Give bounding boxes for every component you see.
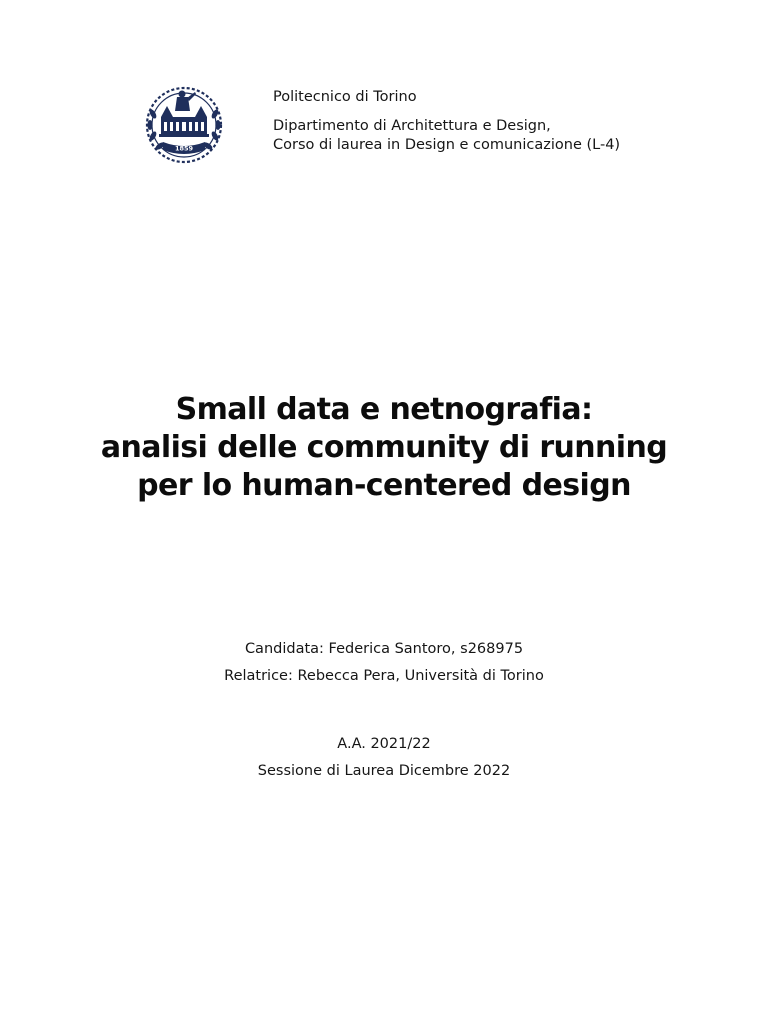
- candidate-line: Candidata: Federica Santoro, s268975: [244, 641, 524, 657]
- course-name: Corso di laurea in Design e comunicazione (L-4): [273, 137, 621, 153]
- university-logo: [143, 84, 225, 166]
- politecnico-seal-icon: [143, 84, 225, 166]
- department-name: Dipartimento di Architettura e Design,: [273, 118, 551, 134]
- supervisor-line: Relatrice: Rebecca Pera, Università di Torino: [224, 668, 544, 684]
- logo-year: 1859: [174, 144, 194, 153]
- people-block: [0, 636, 768, 690]
- graduation-session: Sessione di Laurea Dicembre 2022: [257, 763, 511, 779]
- title-line-1: Small data e netnografia:: [175, 392, 593, 427]
- session-block: [0, 731, 768, 785]
- thesis-title: [0, 391, 768, 505]
- institution-name: Politecnico di Torino: [273, 89, 417, 105]
- academic-year: A.A. 2021/22: [337, 736, 431, 752]
- title-line-3: per lo human-centered design: [137, 468, 631, 503]
- title-line-2: analisi delle community di running: [100, 430, 668, 465]
- institution-block: [273, 88, 620, 155]
